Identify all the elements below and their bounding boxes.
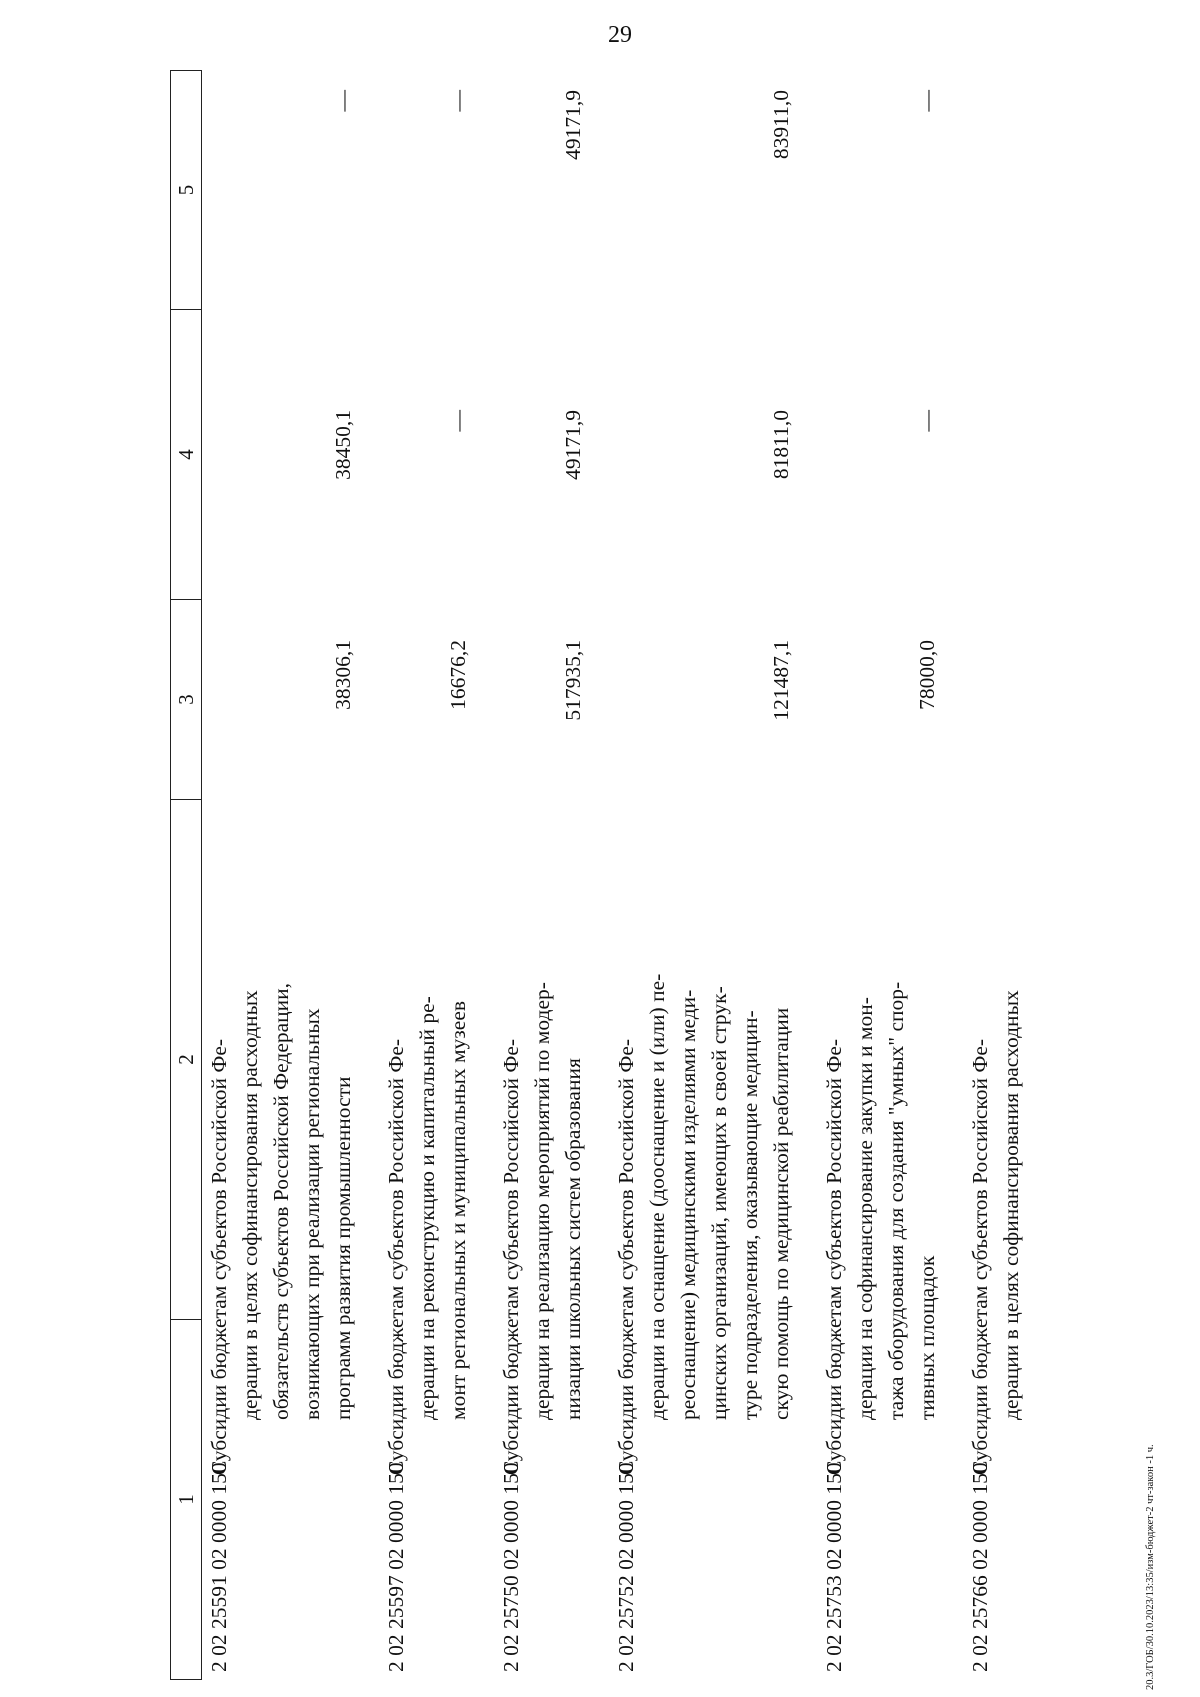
desc-line: возникающих при реализации региональных [300, 1008, 324, 1420]
desc-line: дерации в целях софинансирования расходных [238, 990, 262, 1420]
desc-line: дерации на оснащение (дооснащение и (или) пе- [645, 973, 669, 1420]
value-col-5: — [331, 90, 355, 112]
desc-line: дерации на реализацию мероприятий по модер- [530, 982, 554, 1420]
header-col-2: 2 [171, 800, 201, 1320]
footer-code: 20.3/ГОБ/30.10.2023/13:35/изм-бюджет-2 чт-закон -1 ч. [1145, 1444, 1156, 1690]
desc-line: монт региональных и муниципальных музеев [446, 1000, 470, 1420]
desc-line: тажа оборудования для создания "умных" спор- [884, 981, 908, 1420]
desc-line: дерации на софинансирование закупки и мон- [853, 997, 877, 1420]
desc-line: Субсидии бюджетам субъектов Российской Фе- [384, 1038, 408, 1475]
row-description [819, 800, 943, 1475]
row-description [611, 800, 797, 1475]
page-number: 29 [608, 22, 632, 48]
table-row [965, 70, 1027, 1680]
value-col-3: 38306,1 [331, 640, 355, 710]
header-col-3: 3 [171, 600, 201, 800]
desc-line: цинских организаций, имеющих в своей струк- [707, 986, 731, 1420]
desc-line: тивных площадок [915, 1255, 939, 1420]
desc-line: Субсидии бюджетам субъектов Российской Фе- [822, 1038, 846, 1475]
row-code: 2 02 25597 02 0000 150 [384, 1462, 408, 1672]
header-col-1: 1 [171, 1320, 201, 1680]
desc-line: скую помощь по медицинской реабилитации [769, 1007, 793, 1420]
row-description [381, 800, 474, 1475]
row-description [965, 800, 1027, 1475]
value-col-4: 38450,1 [331, 410, 355, 480]
header-col-5: 5 [171, 70, 201, 310]
desc-line: реоснащение) медицинскими изделиями меди- [676, 989, 700, 1420]
table-row [611, 70, 797, 1680]
row-code: 2 02 25752 02 0000 150 [614, 1462, 638, 1672]
header-col-4: 4 [171, 310, 201, 600]
value-col-3: 16676,2 [446, 640, 470, 710]
row-description [204, 800, 359, 1475]
table-row [496, 70, 589, 1680]
desc-line: Субсидии бюджетам субъектов Российской Фе- [968, 1038, 992, 1475]
row-code: 2 02 25591 02 0000 150 [207, 1462, 231, 1672]
value-col-4: — [915, 410, 939, 432]
value-col-3: 517935,1 [561, 640, 585, 721]
value-col-3: 78000,0 [915, 640, 939, 710]
desc-line: дерации в целях софинансирования расходных [999, 990, 1023, 1420]
desc-line: дерации на реконструкцию и капитальный ре- [415, 996, 439, 1420]
value-col-5: — [446, 90, 470, 112]
table-row [204, 70, 359, 1680]
budget-table [170, 70, 1130, 1680]
value-col-4: 81811,0 [769, 410, 793, 480]
row-code: 2 02 25766 02 0000 150 [968, 1462, 992, 1672]
row-code: 2 02 25750 02 0000 150 [499, 1462, 523, 1672]
desc-line: низации школьных систем образования [561, 1058, 585, 1420]
value-col-5: 83911,0 [769, 90, 793, 160]
desc-line: Субсидии бюджетам субъектов Российской Фе- [499, 1038, 523, 1475]
desc-line: Субсидии бюджетам субъектов Российской Фе- [207, 1038, 231, 1475]
desc-line: программ развития промышленности [331, 1076, 355, 1420]
value-col-5: — [915, 90, 939, 112]
desc-line: обязательств субъектов Российской Федерации, [269, 982, 293, 1420]
value-col-3: 121487,1 [769, 640, 793, 721]
value-col-5: 49171,9 [561, 90, 585, 160]
table-header [170, 70, 202, 1680]
desc-line: туре подразделения, оказывающие медицин- [738, 1010, 762, 1420]
table-row [381, 70, 474, 1680]
value-col-4: — [446, 410, 470, 432]
desc-line: Субсидии бюджетам субъектов Российской Фе- [614, 1038, 638, 1475]
row-description [496, 800, 589, 1475]
row-code: 2 02 25753 02 0000 150 [822, 1462, 846, 1672]
table-row [819, 70, 943, 1680]
value-col-4: 49171,9 [561, 410, 585, 480]
